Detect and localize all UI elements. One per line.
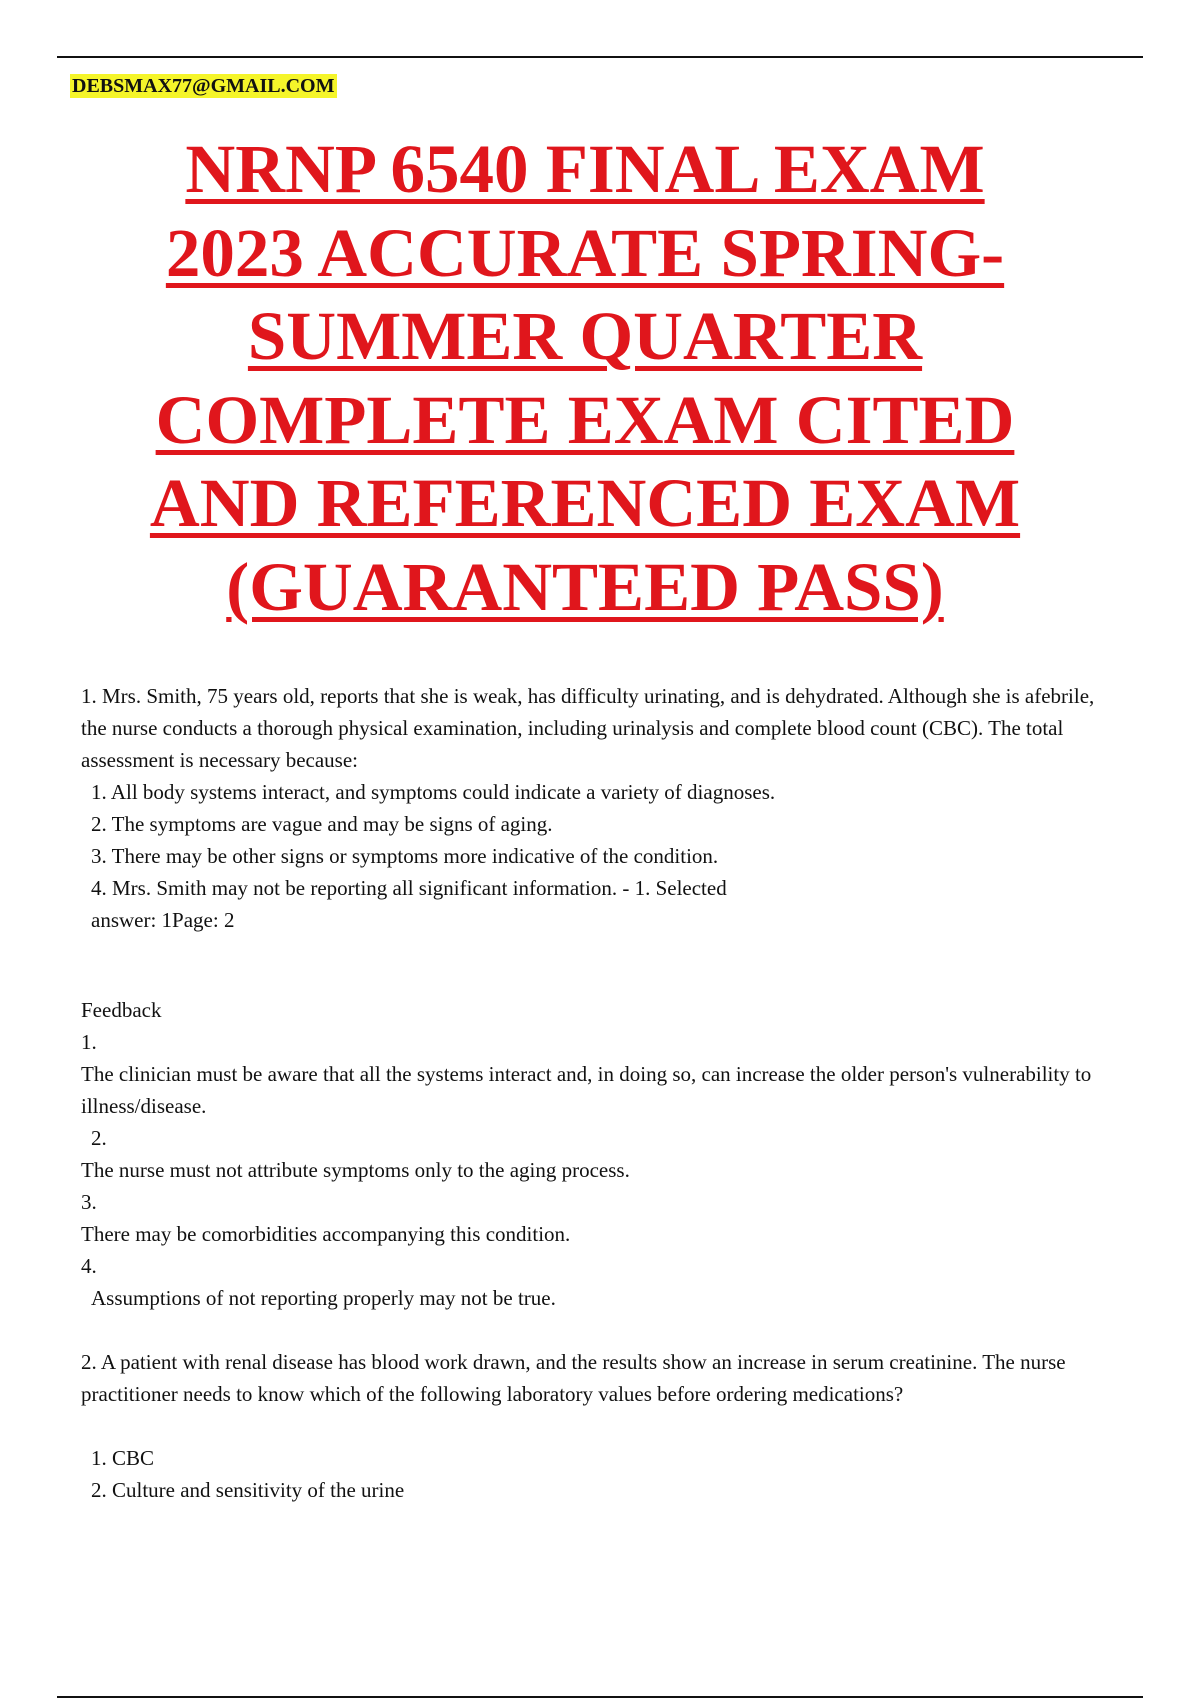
- feedback-heading: Feedback: [81, 998, 162, 1022]
- top-rule: [57, 56, 1143, 58]
- feedback-number: 1.: [81, 1030, 97, 1054]
- feedback-text: There may be comorbidities accompanying this condition.: [81, 1222, 571, 1246]
- feedback-text: The nurse must not attribute symptoms only to the aging process.: [81, 1158, 630, 1182]
- question-1-answer: answer: 1Page: 2: [91, 908, 235, 932]
- feedback-number: 4.: [81, 1254, 97, 1278]
- feedback-text: Assumptions of not reporting properly may not be true.: [91, 1286, 556, 1310]
- question-1-option: 2. The symptoms are vague and may be signs of aging.: [91, 812, 553, 836]
- title-line: (GUARANTEED PASS): [226, 548, 944, 625]
- title-line: COMPLETE EXAM CITED: [155, 381, 1015, 458]
- question-1-option: 1. All body systems interact, and symptoms could indicate a variety of diagnoses.: [91, 780, 776, 804]
- spacer: [81, 1314, 1101, 1346]
- author-email: DEBSMAX77@GMAIL.COM: [72, 75, 335, 97]
- question-1-option: 4. Mrs. Smith may not be reporting all significant information. - 1. Selected: [91, 876, 727, 900]
- title-line: NRNP 6540 FINAL EXAM: [185, 131, 985, 207]
- document-body: [81, 680, 1101, 1506]
- title-line: 2023 ACCURATE SPRING-: [165, 214, 1005, 291]
- feedback-number: 2.: [91, 1126, 107, 1150]
- spacer: [81, 1410, 1101, 1442]
- question-2-stem: 2. A patient with renal disease has blood work drawn, and the results show an increase in serum creatinine. The nurse practitioner needs to know which of the following laboratory values before ordering medications?: [81, 1350, 1066, 1406]
- question-1-stem: 1. Mrs. Smith, 75 years old, reports that she is weak, has difficulty urinating, and is dehydrated. Although she is afebrile, the nurse conducts a thorough physical examination, including urinalysis and complete blood count (CBC). The total assessment is necessary because:: [81, 684, 1095, 772]
- question-1-option: 3. There may be other signs or symptoms more indicative of the condition.: [91, 844, 719, 868]
- spacer: [81, 936, 1101, 994]
- document-title: [80, 128, 1090, 629]
- question-2-option: 2. Culture and sensitivity of the urine: [91, 1478, 405, 1502]
- bottom-rule: [57, 1696, 1143, 1698]
- feedback-number: 3.: [81, 1190, 97, 1214]
- title-line: SUMMER QUARTER: [247, 298, 923, 374]
- feedback-text: The clinician must be aware that all the systems interact and, in doing so, can increase the older person's vulnerability to illness/disease.: [81, 1062, 1092, 1118]
- title-line: AND REFERENCED EXAM: [149, 465, 1021, 541]
- question-2-option: 1. CBC: [91, 1446, 155, 1470]
